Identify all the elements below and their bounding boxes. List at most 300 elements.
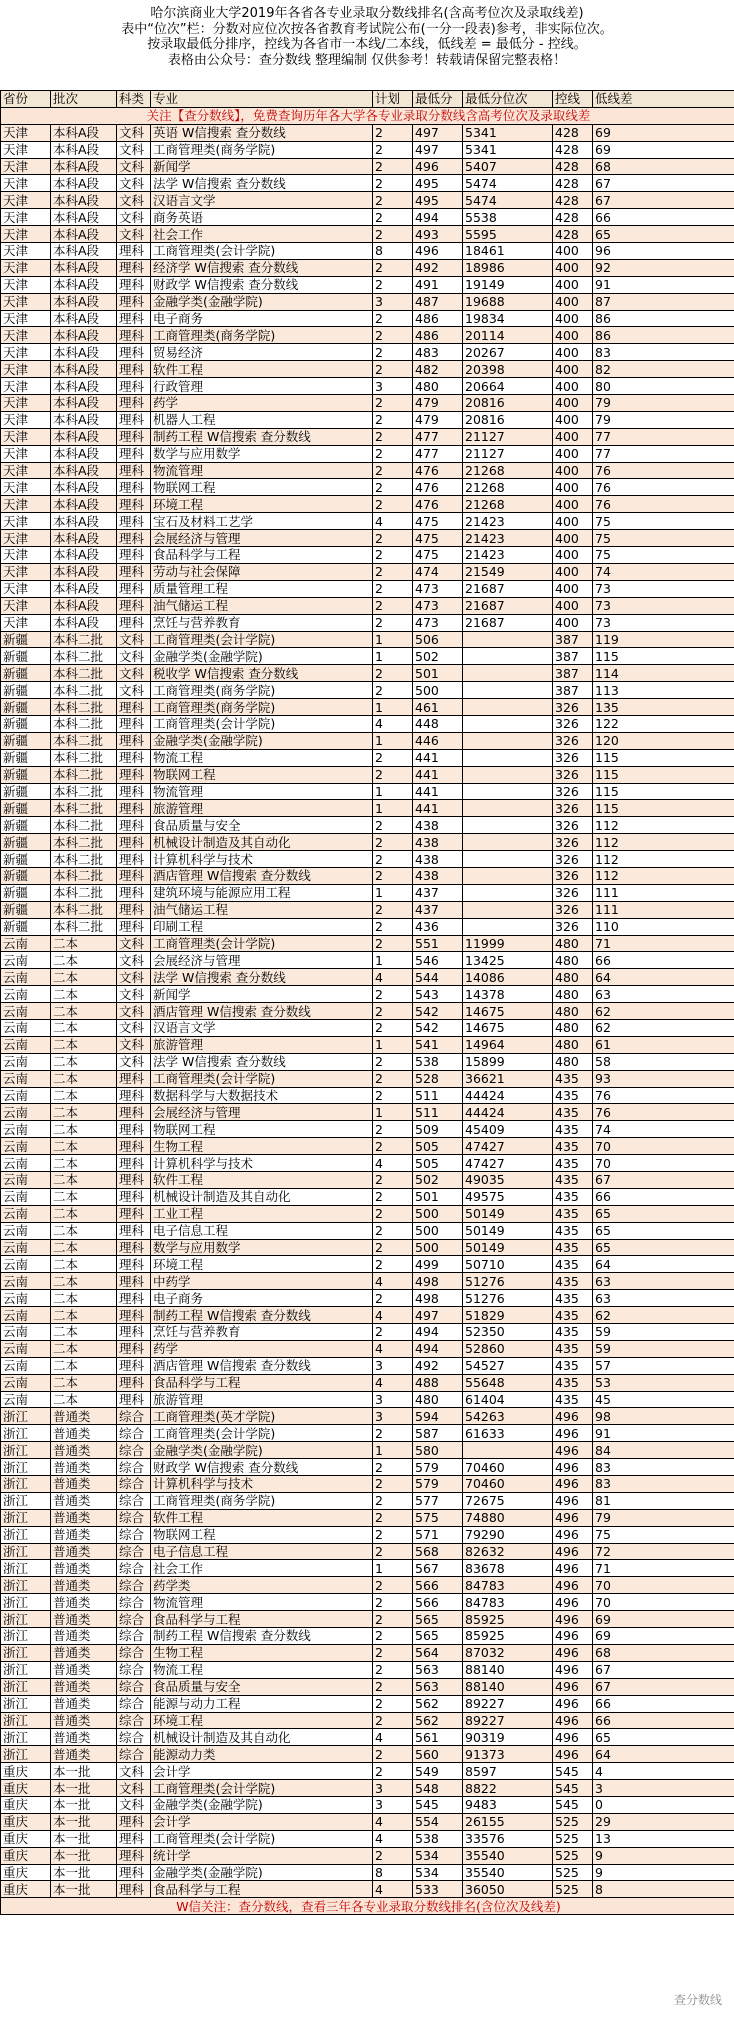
cell-plan: 2 — [373, 1476, 413, 1493]
cell-category: 综合 — [117, 1746, 151, 1763]
cell-major: 金融学类(金融学院) — [151, 1442, 373, 1459]
cell-province: 浙江 — [1, 1509, 51, 1526]
cell-province: 云南 — [1, 1256, 51, 1273]
table-row — [1, 1374, 734, 1391]
cell-diff: 63 — [593, 1290, 734, 1307]
cell-plan: 2 — [373, 1746, 413, 1763]
cell-diff: 111 — [593, 884, 734, 901]
cell-control-line: 400 — [553, 530, 593, 547]
cell-province: 浙江 — [1, 1729, 51, 1746]
cell-control-line: 400 — [553, 411, 593, 428]
cell-control-line: 435 — [553, 1256, 593, 1273]
cell-category: 理科 — [117, 1138, 151, 1155]
table-row — [1, 800, 734, 817]
cell-batch: 本一批 — [51, 1864, 117, 1881]
cell-province: 云南 — [1, 1307, 51, 1324]
cell-min-score: 473 — [413, 597, 463, 614]
cell-min-score: 473 — [413, 580, 463, 597]
cell-min-score: 486 — [413, 327, 463, 344]
cell-control-line: 400 — [553, 462, 593, 479]
table-row — [1, 293, 734, 310]
cell-control-line: 435 — [553, 1340, 593, 1357]
cell-major: 会计学 — [151, 1813, 373, 1830]
cell-min-rank: 44424 — [463, 1104, 553, 1121]
cell-batch: 本科A段 — [51, 580, 117, 597]
admission-score-table — [0, 90, 734, 1915]
cell-province: 新疆 — [1, 817, 51, 834]
cell-major: 制药工程 W信搜索 查分数线 — [151, 428, 373, 445]
cell-province: 浙江 — [1, 1628, 51, 1645]
cell-diff: 53 — [593, 1374, 734, 1391]
cell-min-score: 506 — [413, 631, 463, 648]
cell-plan: 2 — [373, 817, 413, 834]
col-header-diff: 低线差 — [593, 91, 734, 108]
cell-diff: 77 — [593, 428, 734, 445]
cell-province: 天津 — [1, 209, 51, 226]
cell-major: 金融学类(金融学院) — [151, 1796, 373, 1813]
cell-major: 会展经济与管理 — [151, 530, 373, 547]
cell-batch: 二本 — [51, 1036, 117, 1053]
cell-min-rank: 50149 — [463, 1239, 553, 1256]
cell-min-score: 567 — [413, 1560, 463, 1577]
cell-diff: 66 — [593, 209, 734, 226]
cell-min-score: 562 — [413, 1695, 463, 1712]
cell-major: 电子商务 — [151, 1290, 373, 1307]
cell-category: 文科 — [117, 124, 151, 141]
cell-min-rank: 88140 — [463, 1678, 553, 1695]
cell-major: 社会工作 — [151, 1560, 373, 1577]
cell-major: 物联网工程 — [151, 1526, 373, 1543]
cell-province: 重庆 — [1, 1847, 51, 1864]
cell-min-score: 448 — [413, 715, 463, 732]
cell-diff: 74 — [593, 563, 734, 580]
header-note-source: 表格由公众号：查分数线 整理编制 仅供参考！转载请保留完整表格！ — [167, 52, 567, 68]
cell-plan: 1 — [373, 1560, 413, 1577]
cell-diff: 63 — [593, 1273, 734, 1290]
cell-diff: 122 — [593, 715, 734, 732]
cell-major: 酒店管理 W信搜索 查分数线 — [151, 1003, 373, 1020]
cell-plan: 2 — [373, 209, 413, 226]
cell-diff: 66 — [593, 1188, 734, 1205]
col-header-category: 科类 — [117, 91, 151, 108]
cell-category: 理科 — [117, 766, 151, 783]
cell-min-score: 446 — [413, 732, 463, 749]
cell-min-rank — [463, 867, 553, 884]
cell-min-rank: 20267 — [463, 344, 553, 361]
cell-min-rank: 21268 — [463, 496, 553, 513]
cell-control-line: 400 — [553, 428, 593, 445]
cell-control-line: 326 — [553, 851, 593, 868]
cell-control-line: 496 — [553, 1442, 593, 1459]
cell-batch: 本科A段 — [51, 479, 117, 496]
cell-province: 天津 — [1, 259, 51, 276]
cell-major: 宝石及材料工艺学 — [151, 513, 373, 530]
cell-control-line: 400 — [553, 361, 593, 378]
header-note-rank: 表中“位次”栏：分数对应位次按各省教育考试院公布(一分一段表)参考，非实际位次。 — [121, 21, 613, 37]
cell-diff: 73 — [593, 614, 734, 631]
cell-plan: 2 — [373, 1628, 413, 1645]
cell-category: 综合 — [117, 1695, 151, 1712]
table-row — [1, 428, 734, 445]
cell-province: 云南 — [1, 1188, 51, 1205]
cell-province: 浙江 — [1, 1712, 51, 1729]
cell-category: 理科 — [117, 276, 151, 293]
cell-min-score: 441 — [413, 800, 463, 817]
table-row — [1, 1864, 734, 1881]
cell-category: 理科 — [117, 243, 151, 260]
cell-min-rank: 20114 — [463, 327, 553, 344]
cell-diff: 79 — [593, 1509, 734, 1526]
cell-province: 新疆 — [1, 884, 51, 901]
cell-diff: 79 — [593, 411, 734, 428]
cell-diff: 73 — [593, 580, 734, 597]
cell-diff: 115 — [593, 749, 734, 766]
cell-min-score: 500 — [413, 1239, 463, 1256]
cell-min-rank: 8822 — [463, 1780, 553, 1797]
cell-category: 理科 — [117, 462, 151, 479]
cell-province: 天津 — [1, 530, 51, 547]
table-row — [1, 1442, 734, 1459]
cell-plan: 1 — [373, 1036, 413, 1053]
cell-plan: 2 — [373, 1712, 413, 1729]
table-row — [1, 310, 734, 327]
cell-min-score: 441 — [413, 766, 463, 783]
cell-batch: 本科A段 — [51, 141, 117, 158]
cell-category: 理科 — [117, 901, 151, 918]
cell-min-rank — [463, 834, 553, 851]
cell-control-line: 496 — [553, 1594, 593, 1611]
cell-diff: 76 — [593, 1104, 734, 1121]
cell-major: 环境工程 — [151, 1256, 373, 1273]
cell-plan: 1 — [373, 800, 413, 817]
cell-diff: 67 — [593, 1678, 734, 1695]
cell-plan: 4 — [373, 1881, 413, 1898]
table-row — [1, 1780, 734, 1797]
cell-min-score: 554 — [413, 1813, 463, 1830]
cell-min-rank: 89227 — [463, 1695, 553, 1712]
cell-control-line: 545 — [553, 1780, 593, 1797]
cell-batch: 本一批 — [51, 1830, 117, 1847]
cell-diff: 75 — [593, 513, 734, 530]
cell-control-line: 496 — [553, 1712, 593, 1729]
cell-major: 食品质量与安全 — [151, 817, 373, 834]
table-row — [1, 1695, 734, 1712]
cell-plan: 1 — [373, 783, 413, 800]
cell-category: 理科 — [117, 428, 151, 445]
cell-diff: 70 — [593, 1577, 734, 1594]
cell-category: 文科 — [117, 226, 151, 243]
cell-category: 文科 — [117, 648, 151, 665]
cell-plan: 4 — [373, 715, 413, 732]
cell-major: 工商管理类(商务学院) — [151, 1492, 373, 1509]
cell-diff: 120 — [593, 732, 734, 749]
cell-diff: 79 — [593, 395, 734, 412]
cell-province: 新疆 — [1, 834, 51, 851]
cell-batch: 普通类 — [51, 1661, 117, 1678]
cell-major: 印刷工程 — [151, 918, 373, 935]
cell-min-score: 505 — [413, 1138, 463, 1155]
cell-min-score: 594 — [413, 1408, 463, 1425]
cell-min-score: 475 — [413, 530, 463, 547]
cell-province: 云南 — [1, 969, 51, 986]
cell-control-line: 496 — [553, 1408, 593, 1425]
cell-min-score: 438 — [413, 851, 463, 868]
cell-plan: 4 — [373, 513, 413, 530]
cell-category: 文科 — [117, 192, 151, 209]
cell-diff: 75 — [593, 1526, 734, 1543]
cell-diff: 64 — [593, 1746, 734, 1763]
cell-major: 数学与应用数学 — [151, 1239, 373, 1256]
cell-min-score: 436 — [413, 918, 463, 935]
cell-control-line: 387 — [553, 682, 593, 699]
cell-province: 天津 — [1, 192, 51, 209]
cell-batch: 本科二批 — [51, 851, 117, 868]
col-header-control-line: 控线 — [553, 91, 593, 108]
cell-major: 计算机科学与技术 — [151, 1155, 373, 1172]
cell-plan: 2 — [373, 749, 413, 766]
cell-major: 电子信息工程 — [151, 1543, 373, 1560]
cell-category: 综合 — [117, 1644, 151, 1661]
cell-major: 工商管理类(商务学院) — [151, 682, 373, 699]
cell-min-score: 497 — [413, 124, 463, 141]
cell-diff: 112 — [593, 817, 734, 834]
cell-plan: 2 — [373, 1070, 413, 1087]
cell-category: 文科 — [117, 1053, 151, 1070]
cell-batch: 二本 — [51, 1138, 117, 1155]
cell-major: 物联网工程 — [151, 766, 373, 783]
cell-major: 电子商务 — [151, 310, 373, 327]
cell-batch: 二本 — [51, 952, 117, 969]
table-row — [1, 749, 734, 766]
cell-min-rank: 90319 — [463, 1729, 553, 1746]
cell-major: 电子信息工程 — [151, 1222, 373, 1239]
cell-control-line: 400 — [553, 563, 593, 580]
cell-min-score: 587 — [413, 1425, 463, 1442]
cell-min-rank: 5341 — [463, 124, 553, 141]
cell-min-score: 497 — [413, 1307, 463, 1324]
cell-plan: 2 — [373, 1053, 413, 1070]
col-header-province: 省份 — [1, 91, 51, 108]
cell-plan: 2 — [373, 479, 413, 496]
cell-min-score: 577 — [413, 1492, 463, 1509]
cell-min-score: 501 — [413, 1188, 463, 1205]
table-row — [1, 361, 734, 378]
cell-major: 机械设计制造及其自动化 — [151, 1188, 373, 1205]
cell-plan: 2 — [373, 327, 413, 344]
cell-plan: 2 — [373, 462, 413, 479]
cell-min-rank: 5407 — [463, 158, 553, 175]
cell-plan: 2 — [373, 175, 413, 192]
cell-control-line: 496 — [553, 1492, 593, 1509]
cell-province: 新疆 — [1, 918, 51, 935]
cell-category: 理科 — [117, 344, 151, 361]
cell-category: 理科 — [117, 1307, 151, 1324]
cell-min-score: 548 — [413, 1780, 463, 1797]
table-row — [1, 1340, 734, 1357]
cell-batch: 普通类 — [51, 1746, 117, 1763]
cell-major: 油气储运工程 — [151, 901, 373, 918]
cell-province: 浙江 — [1, 1459, 51, 1476]
cell-min-rank: 44424 — [463, 1087, 553, 1104]
cell-major: 生物工程 — [151, 1644, 373, 1661]
cell-control-line: 525 — [553, 1813, 593, 1830]
cell-min-rank: 79290 — [463, 1526, 553, 1543]
cell-batch: 本科A段 — [51, 344, 117, 361]
cell-control-line: 525 — [553, 1847, 593, 1864]
cell-min-rank: 91373 — [463, 1746, 553, 1763]
cell-province: 天津 — [1, 158, 51, 175]
cell-province: 重庆 — [1, 1763, 51, 1780]
cell-min-rank: 74880 — [463, 1509, 553, 1526]
cell-batch: 普通类 — [51, 1425, 117, 1442]
cell-category: 综合 — [117, 1594, 151, 1611]
cell-min-rank: 8597 — [463, 1763, 553, 1780]
cell-min-rank: 19149 — [463, 276, 553, 293]
cell-min-rank: 50149 — [463, 1222, 553, 1239]
cell-province: 天津 — [1, 361, 51, 378]
table-row — [1, 1729, 734, 1746]
cell-diff: 80 — [593, 378, 734, 395]
cell-province: 云南 — [1, 1003, 51, 1020]
cell-min-rank: 36050 — [463, 1881, 553, 1898]
cell-min-rank — [463, 749, 553, 766]
cell-plan: 2 — [373, 1121, 413, 1138]
cell-batch: 本一批 — [51, 1763, 117, 1780]
cell-diff: 9 — [593, 1847, 734, 1864]
cell-province: 天津 — [1, 580, 51, 597]
cell-min-rank: 33576 — [463, 1830, 553, 1847]
cell-batch: 二本 — [51, 1357, 117, 1374]
cell-min-rank: 20816 — [463, 411, 553, 428]
cell-major: 药学 — [151, 395, 373, 412]
cell-min-rank — [463, 783, 553, 800]
header-title: 哈尔滨商业大学2019年各省各专业录取分数线排名(含高考位次及录取线差) — [150, 6, 584, 21]
cell-control-line: 400 — [553, 496, 593, 513]
cell-category: 文科 — [117, 969, 151, 986]
cell-major: 物流工程 — [151, 749, 373, 766]
cell-batch: 普通类 — [51, 1459, 117, 1476]
cell-plan: 2 — [373, 1661, 413, 1678]
cell-min-rank: 21423 — [463, 530, 553, 547]
cell-category: 理科 — [117, 834, 151, 851]
cell-category: 理科 — [117, 1340, 151, 1357]
cell-major: 工商管理类(会计学院) — [151, 243, 373, 260]
table-row — [1, 1324, 734, 1341]
cell-batch: 本科二批 — [51, 631, 117, 648]
cell-plan: 2 — [373, 851, 413, 868]
cell-min-score: 500 — [413, 682, 463, 699]
table-row — [1, 1155, 734, 1172]
cell-diff: 67 — [593, 192, 734, 209]
cell-major: 物联网工程 — [151, 479, 373, 496]
cell-min-rank: 51829 — [463, 1307, 553, 1324]
cell-major: 环境工程 — [151, 1712, 373, 1729]
cell-min-score: 476 — [413, 496, 463, 513]
cell-min-rank — [463, 766, 553, 783]
cell-batch: 普通类 — [51, 1678, 117, 1695]
cell-min-score: 476 — [413, 479, 463, 496]
cell-province: 云南 — [1, 1374, 51, 1391]
cell-plan: 1 — [373, 732, 413, 749]
cell-plan: 2 — [373, 158, 413, 175]
cell-category: 文科 — [117, 209, 151, 226]
cell-batch: 二本 — [51, 1239, 117, 1256]
cell-plan: 2 — [373, 428, 413, 445]
cell-province: 天津 — [1, 496, 51, 513]
cell-batch: 本科A段 — [51, 192, 117, 209]
cell-batch: 二本 — [51, 969, 117, 986]
cell-batch: 本科二批 — [51, 918, 117, 935]
cell-category: 理科 — [117, 851, 151, 868]
cell-min-rank: 21268 — [463, 462, 553, 479]
cell-category: 理科 — [117, 378, 151, 395]
table-row — [1, 1087, 734, 1104]
cell-major: 工商管理类(商务学院) — [151, 141, 373, 158]
cell-batch: 本科A段 — [51, 259, 117, 276]
cell-min-rank: 18461 — [463, 243, 553, 260]
cell-min-score: 473 — [413, 614, 463, 631]
cell-diff: 70 — [593, 1594, 734, 1611]
cell-category: 综合 — [117, 1577, 151, 1594]
cell-control-line: 480 — [553, 952, 593, 969]
cell-plan: 1 — [373, 699, 413, 716]
cell-diff: 69 — [593, 1628, 734, 1645]
cell-min-score: 438 — [413, 867, 463, 884]
cell-diff: 81 — [593, 1492, 734, 1509]
cell-plan: 1 — [373, 1442, 413, 1459]
cell-plan: 3 — [373, 1357, 413, 1374]
cell-min-score: 579 — [413, 1476, 463, 1493]
cell-min-score: 566 — [413, 1594, 463, 1611]
cell-min-score: 502 — [413, 1172, 463, 1189]
cell-province: 新疆 — [1, 867, 51, 884]
table-row — [1, 1746, 734, 1763]
cell-diff: 75 — [593, 530, 734, 547]
cell-control-line: 400 — [553, 327, 593, 344]
cell-plan: 4 — [373, 969, 413, 986]
cell-major: 食品质量与安全 — [151, 1678, 373, 1695]
cell-batch: 二本 — [51, 1121, 117, 1138]
cell-min-rank: 5474 — [463, 192, 553, 209]
table-row — [1, 1273, 734, 1290]
cell-control-line: 496 — [553, 1560, 593, 1577]
cell-major: 法学 W信搜索 查分数线 — [151, 175, 373, 192]
cell-major: 药学 — [151, 1340, 373, 1357]
cell-batch: 本科A段 — [51, 124, 117, 141]
cell-category: 理科 — [117, 918, 151, 935]
cell-min-score: 533 — [413, 1881, 463, 1898]
cell-category: 综合 — [117, 1661, 151, 1678]
cell-category: 综合 — [117, 1408, 151, 1425]
cell-control-line: 400 — [553, 243, 593, 260]
table-row — [1, 1222, 734, 1239]
table-row — [1, 563, 734, 580]
cell-min-score: 438 — [413, 834, 463, 851]
cell-batch: 二本 — [51, 1188, 117, 1205]
cell-province: 新疆 — [1, 901, 51, 918]
cell-control-line: 326 — [553, 766, 593, 783]
cell-min-score: 560 — [413, 1746, 463, 1763]
cell-province: 重庆 — [1, 1864, 51, 1881]
cell-min-rank: 70460 — [463, 1476, 553, 1493]
table-row — [1, 597, 734, 614]
cell-batch: 普通类 — [51, 1577, 117, 1594]
cell-min-rank: 35540 — [463, 1864, 553, 1881]
cell-province: 云南 — [1, 1070, 51, 1087]
cell-major: 会计学 — [151, 1763, 373, 1780]
cell-min-rank: 14675 — [463, 1019, 553, 1036]
cell-category: 理科 — [117, 1357, 151, 1374]
